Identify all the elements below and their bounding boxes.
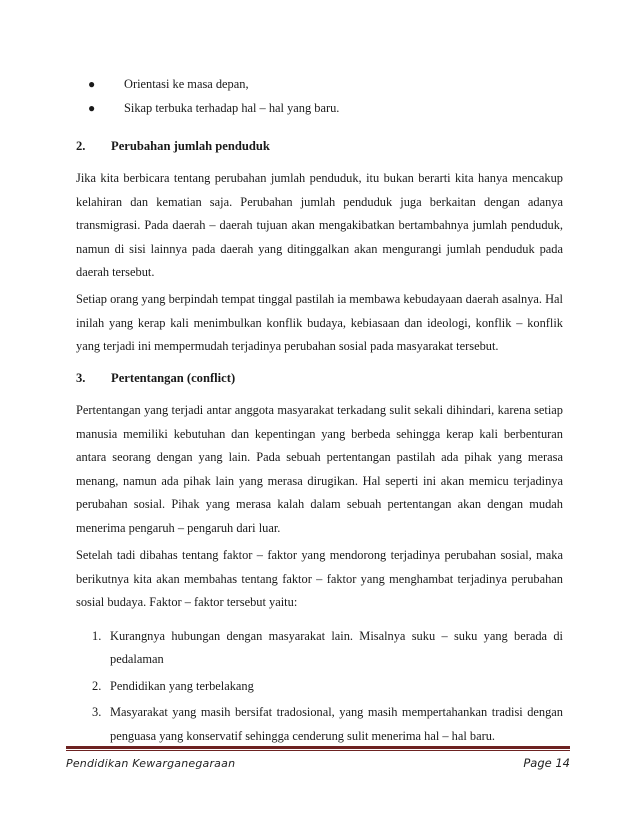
list-number: 2. xyxy=(92,678,102,693)
list-item xyxy=(88,96,568,120)
section-heading-2 xyxy=(76,139,270,154)
section-number: 2. xyxy=(76,139,86,153)
list-text: Masyarakat yang masih bersifat tradosional, yang masih mempertahankan tradisi dengan penguasa yang konservatif sehingga cenderung sulit menerima hal – hal baru. xyxy=(110,705,563,743)
page-number: Page 14 xyxy=(523,756,570,770)
list-item xyxy=(92,625,563,672)
numbered-list xyxy=(92,625,563,751)
bullet-list xyxy=(88,72,568,120)
section-title: Perubahan jumlah penduduk xyxy=(111,139,270,153)
list-text: Kurangnya hubungan dengan masyarakat lain. Misalnya suku – suku yang berada di pedalaman xyxy=(110,629,563,667)
footer-rule-thin xyxy=(66,750,570,751)
paragraph: Jika kita berbicara tentang perubahan jumlah penduduk, itu bukan berarti kita hanya mencakup kelahiran dan kematian saja. Perubahan jumlah penduduk juga berkaitan dengan adanya transmigrasi. Pada daerah – daerah tujuan akan mengakibatkan bertambahnya jumlah penduduk, namun di sisi lainnya pada daerah yang ditinggalkan akan mengurangi jumlah penduduk pada daerah tersebut. xyxy=(76,171,563,280)
bullet-icon: ● xyxy=(88,77,96,91)
paragraph: Pertentangan yang terjadi antar anggota masyarakat terkadang sulit sekali dihindari, karena setiap manusia memiliki kebutuhan dan kepentingan yang berbeda sehingga kerap kali berbenturan antara seorang dengan yang lain. Pada sebuah pertentangan pastilah ada pihak yang merasa menang, namun ada pihak lain yang merasa dirugikan. Hal seperti ini akan memicu terjadinya perubahan sosial. Pihak yang merasa kalah dalam sebuah pertentangan akan dengan mudah menerima pengaruh – pengaruh dari luar. xyxy=(76,403,563,535)
bullet-text: Orientasi ke masa depan, xyxy=(124,76,249,91)
bullet-icon: ● xyxy=(88,101,96,115)
list-item xyxy=(92,701,563,748)
section-heading-3 xyxy=(76,371,235,386)
paragraph: Setelah tadi dibahas tentang faktor – faktor yang mendorong terjadinya perubahan sosial, maka berikutnya kita akan membahas tentang faktor – faktor yang menghambat terjadinya perubahan sosial budaya. Faktor – faktor tersebut yaitu: xyxy=(76,548,563,610)
section-title: Pertentangan (conflict) xyxy=(111,371,236,385)
list-number: 1. xyxy=(92,629,102,643)
paragraph: Setiap orang yang berpindah tempat tinggal pastilah ia membawa kebudayaan daerah asalnya. Hal inilah yang kerap kali menimbulkan konflik budaya, kebiasaan dan ideologi, konflik – konflik yang terjadi ini mempermudah terjadinya perubahan sosial pada masyarakat tersebut. xyxy=(76,292,563,354)
list-item xyxy=(92,675,563,698)
bullet-text: Sikap terbuka terhadap hal – hal yang baru. xyxy=(124,100,340,115)
list-item xyxy=(88,72,568,96)
footer-title: Pendidikan Kewarganegaraan xyxy=(66,757,236,770)
footer-rule xyxy=(66,746,570,749)
section-number: 3. xyxy=(76,371,86,385)
list-text: Pendidikan yang terbelakang xyxy=(110,678,254,693)
list-number: 3. xyxy=(92,705,102,720)
